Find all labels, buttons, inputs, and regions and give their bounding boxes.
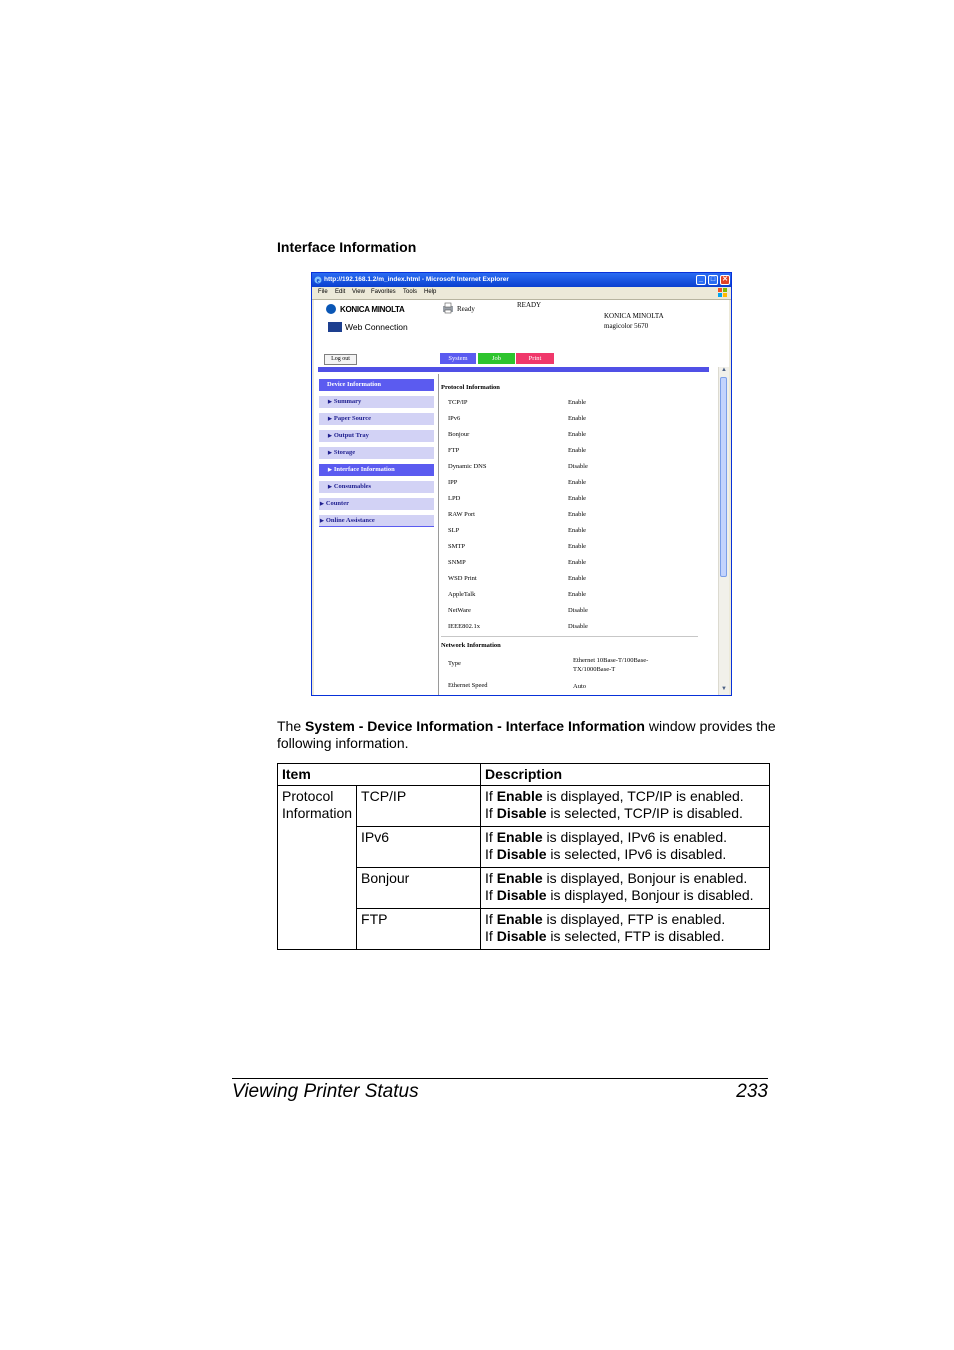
column-header-description: Description: [481, 764, 770, 786]
brand-name: KONICA MINOLTA: [340, 305, 405, 314]
table-header-row: [278, 764, 770, 786]
logout-button[interactable]: Log out: [324, 354, 357, 365]
protocol-name: IEEE802.1x: [448, 623, 480, 630]
window-title: http://192.168.1.2/m_index.html - Microsoft Internet Explorer: [324, 276, 509, 283]
model-name: magicolor 5670: [604, 322, 649, 330]
desc-text: is selected, TCP/IP is disabled.: [546, 805, 743, 821]
desc-keyword: Disable: [496, 846, 547, 862]
desc-text: is selected, FTP is disabled.: [546, 928, 725, 944]
web-connection-text: Web Connection: [345, 322, 408, 332]
protocol-value: Enable: [568, 591, 587, 598]
item-cell: IPv6: [357, 827, 481, 868]
table-row: [278, 786, 770, 827]
intro-text: window provides the following information.: [277, 718, 776, 751]
desc-keyword: Enable: [496, 911, 543, 927]
desc-text: If: [485, 788, 497, 804]
menu-help[interactable]: Help: [424, 289, 437, 295]
minimize-button[interactable]: [696, 275, 706, 285]
network-field-name: Type: [448, 660, 461, 667]
protocol-value: Disable: [568, 463, 588, 470]
sidebar-item-label: Consumables: [333, 483, 372, 490]
svg-text:e: e: [316, 276, 320, 284]
desc-text: If: [485, 805, 497, 821]
sidebar-item-paper-source[interactable]: [319, 413, 434, 425]
network-field-value: Auto: [573, 683, 586, 690]
desc-text: If: [485, 846, 497, 862]
scroll-down-icon[interactable]: ▼: [721, 686, 727, 692]
footer-chapter-title: Viewing Printer Status: [232, 1081, 419, 1102]
tab-system[interactable]: System: [440, 353, 476, 364]
sidebar-item-device-information[interactable]: [319, 379, 434, 391]
triangle-right-icon: ▶: [328, 434, 332, 439]
description-cell: [481, 868, 770, 909]
intro-paragraph: [277, 718, 777, 752]
protocol-value: Enable: [568, 511, 587, 518]
protocol-value: Enable: [568, 479, 587, 486]
network-information-title: Network Information: [441, 642, 501, 649]
intro-text: The: [277, 718, 306, 734]
desc-keyword: Enable: [496, 870, 543, 886]
section-heading: Interface Information: [277, 239, 417, 255]
minimize-icon: _: [699, 276, 703, 283]
status-ready: Ready: [457, 305, 475, 313]
protocol-name: LPD: [448, 495, 461, 502]
desc-keyword: Enable: [496, 788, 543, 804]
close-icon: ✕: [722, 276, 728, 283]
protocol-value: Enable: [568, 447, 587, 454]
protocol-name: SMTP: [448, 543, 465, 550]
sidebar-item-label: Counter: [325, 500, 349, 507]
triangle-right-icon: ▶: [320, 502, 324, 507]
protocol-value: Enable: [568, 575, 587, 582]
desc-text: If: [485, 870, 497, 886]
description-cell: [481, 786, 770, 827]
protocol-name: NetWare: [448, 607, 471, 614]
protocol-value: Disable: [568, 607, 588, 614]
sidebar-item-summary[interactable]: [319, 396, 434, 408]
pagescope-icon: [328, 322, 342, 332]
protocol-value: Enable: [568, 431, 587, 438]
protocol-value: Enable: [568, 527, 587, 534]
protocol-name: SLP: [448, 527, 460, 534]
protocol-value: Enable: [568, 399, 587, 406]
item-cell: TCP/IP: [357, 786, 481, 827]
status-state: READY: [517, 301, 542, 309]
sidebar-item-label: Paper Source: [333, 415, 371, 422]
network-field-value: Ethernet 10Base-T/100Base-TX/1000Base-T: [573, 657, 649, 673]
protocol-name: SNMP: [448, 559, 466, 566]
desc-text: If: [485, 928, 497, 944]
sidebar-item-counter[interactable]: [319, 498, 434, 510]
tab-print[interactable]: Print: [516, 353, 554, 364]
triangle-right-icon: ▶: [328, 485, 332, 490]
desc-text: If: [485, 887, 497, 903]
protocol-name: TCP/IP: [448, 399, 468, 406]
sidebar-item-label: Storage: [333, 449, 356, 456]
sidebar-item-label: Device Information: [327, 381, 381, 388]
sidebar-item-label: Online Assistance: [325, 517, 375, 524]
footer-rule: [232, 1078, 768, 1079]
group-cell: Protocol Information: [278, 786, 357, 950]
desc-text: If: [485, 829, 497, 845]
item-cell: Bonjour: [357, 868, 481, 909]
desc-keyword: Disable: [496, 928, 547, 944]
model-brand: KONICA MINOLTA: [604, 312, 664, 320]
maximize-icon: □: [710, 276, 716, 283]
desc-text: If: [485, 911, 497, 927]
desc-keyword: Disable: [496, 805, 547, 821]
sidebar-item-label: Output Tray: [333, 432, 369, 439]
protocol-value: Enable: [568, 495, 587, 502]
protocol-value: Enable: [568, 559, 587, 566]
description-table: [277, 763, 770, 950]
protocol-name: AppleTalk: [448, 591, 476, 598]
intro-window-path: System - Device Information - Interface Information: [305, 718, 645, 734]
triangle-right-icon: ▶: [320, 519, 324, 524]
konica-minolta-logo-icon: [326, 304, 336, 314]
protocol-name: IPv6: [448, 415, 461, 422]
menu-favorites[interactable]: Favorites: [371, 289, 396, 295]
sidebar-item-output-tray[interactable]: [319, 430, 434, 442]
protocol-value: Disable: [568, 623, 588, 630]
header-divider: [318, 367, 709, 372]
column-header-item: Item: [278, 764, 481, 786]
description-cell: [481, 827, 770, 868]
menu-bar: [312, 287, 731, 300]
triangle-right-icon: ▶: [328, 451, 332, 456]
close-button[interactable]: [720, 275, 730, 285]
sidebar-item-label: Interface Information: [333, 466, 395, 473]
desc-text: is displayed, Bonjour is disabled.: [546, 887, 754, 903]
vertical-scrollbar[interactable]: [718, 367, 729, 695]
protocol-name: RAW Port: [448, 511, 475, 518]
item-cell: FTP: [357, 909, 481, 950]
protocol-information-title: Protocol Information: [441, 384, 500, 391]
desc-keyword: Disable: [496, 887, 547, 903]
protocol-name: FTP: [448, 447, 460, 454]
menu-edit[interactable]: Edit: [335, 289, 346, 295]
triangle-right-icon: ▶: [328, 400, 332, 405]
sidebar-item-storage[interactable]: [319, 447, 434, 459]
description-cell: [481, 909, 770, 950]
desc-keyword: Enable: [496, 829, 543, 845]
desc-text: is displayed, IPv6 is enabled.: [542, 829, 728, 845]
desc-text: is displayed, TCP/IP is enabled.: [542, 788, 744, 804]
menu-view[interactable]: View: [352, 289, 365, 295]
menu-tools[interactable]: Tools: [403, 289, 418, 295]
window-title-bar: [312, 273, 731, 287]
protocol-value: Enable: [568, 415, 587, 422]
desc-text: is displayed, Bonjour is enabled.: [542, 870, 748, 886]
page-number: 233: [736, 1081, 768, 1102]
desc-text: is displayed, FTP is enabled.: [542, 911, 726, 927]
sidebar-divider: [438, 374, 439, 695]
protocol-name: IPP: [448, 479, 458, 486]
menu-file[interactable]: File: [318, 289, 328, 295]
scroll-thumb[interactable]: [720, 377, 727, 577]
ie-icon: [314, 276, 322, 284]
web-page: [314, 300, 729, 695]
protocol-name: Dynamic DNS: [448, 463, 487, 470]
triangle-right-icon: ▶: [328, 417, 332, 422]
sidebar-item-consumables[interactable]: [319, 481, 434, 493]
protocol-value: Enable: [568, 543, 587, 550]
scroll-up-icon[interactable]: ▲: [721, 367, 727, 373]
triangle-right-icon: ▶: [328, 468, 332, 473]
browser-screenshot: [311, 272, 732, 696]
sidebar-item-label: Summary: [333, 398, 362, 405]
section-divider: [441, 636, 698, 637]
protocol-name: WSD Print: [448, 575, 477, 582]
network-field-name: Ethernet Speed: [448, 682, 488, 689]
tab-job[interactable]: Job: [478, 353, 515, 364]
printer-status-icon: [442, 302, 454, 314]
protocol-name: Bonjour: [448, 431, 470, 438]
maximize-button[interactable]: [708, 275, 718, 285]
sidebar-bottom-rule: [319, 526, 434, 527]
sidebar-item-interface-information[interactable]: [319, 464, 434, 476]
windows-flag-icon: [718, 288, 727, 297]
desc-text: is selected, IPv6 is disabled.: [546, 846, 727, 862]
